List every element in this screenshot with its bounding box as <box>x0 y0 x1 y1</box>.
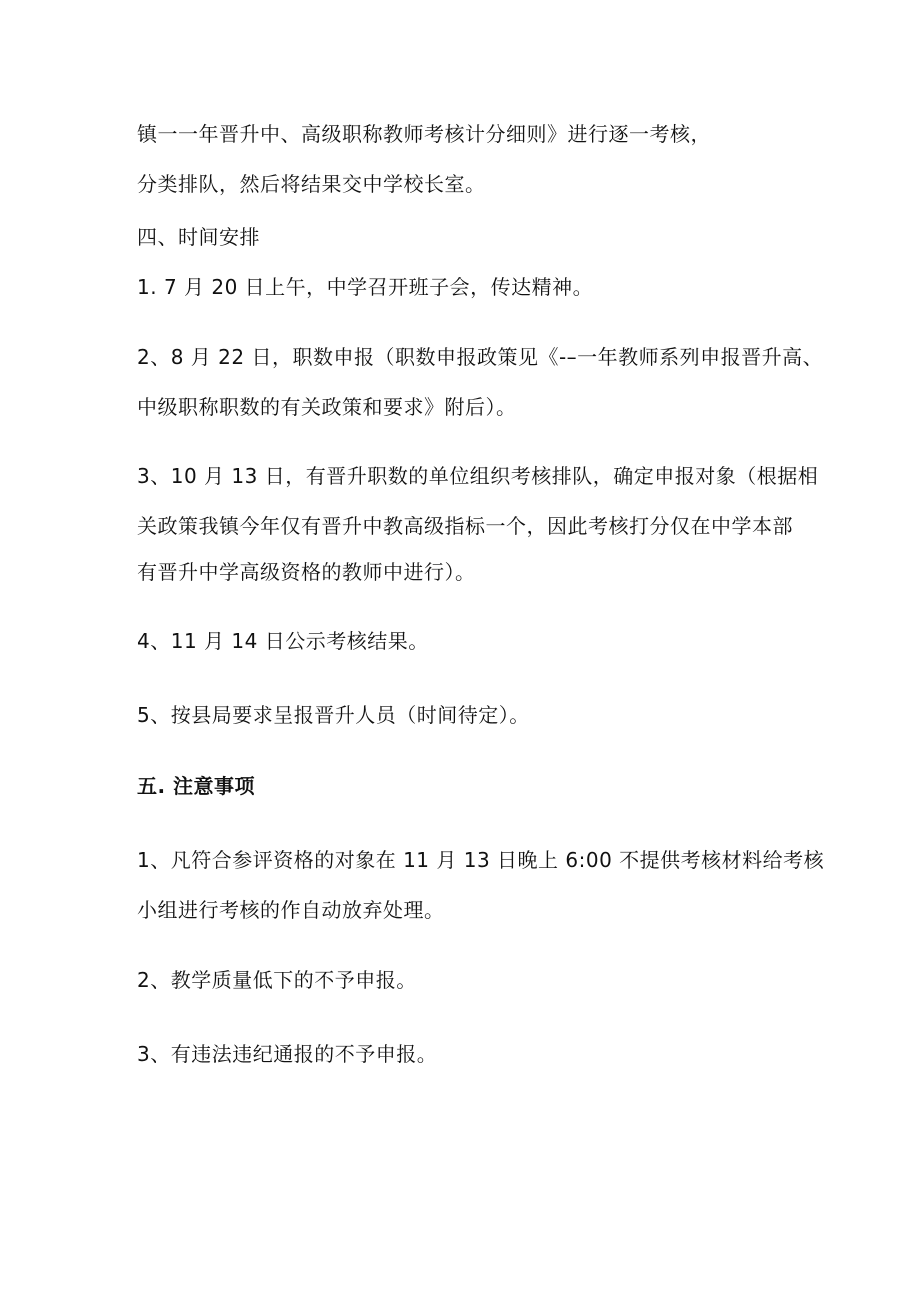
section-heading-schedule: 四、时间安排 <box>137 225 260 249</box>
schedule-item-4: 4、11 月 14 日公示考核结果。 <box>137 629 429 653</box>
notes-item-2: 2、教学质量低下的不予申报。 <box>137 968 417 992</box>
section-heading-notes: 五. 注意事项 <box>137 774 256 798</box>
schedule-item-1: 1. 7 月 20 日上午，中学召开班子会，传达精神。 <box>137 275 594 299</box>
notes-item-3: 3、有违法违纪通报的不予申报。 <box>137 1042 438 1066</box>
schedule-item-5: 5、按县局要求呈报晋升人员（时间待定）。 <box>137 703 530 727</box>
schedule-item-2-line-2: 中级职称职数的有关政策和要求》附后）。 <box>137 395 517 419</box>
notes-item-1-line-1: 1、凡符合参评资格的对象在 11 月 13 日晚上 6:00 不提供考核材料给考核 <box>137 848 825 872</box>
notes-item-1-line-2: 小组进行考核的作自动放弃处理。 <box>137 898 445 922</box>
schedule-item-2-line-1: 2、8 月 22 日，职数申报（职数申报政策见《-–一年教师系列申报晋升高、 <box>137 345 824 369</box>
schedule-item-3-line-3: 有晋升中学高级资格的教师中进行）。 <box>137 560 476 584</box>
paragraph-line-assessment-rules: 镇一一年晋升中、高级职称教师考核计分细则》进行逐一考核， <box>137 122 711 146</box>
schedule-item-3-line-2: 关政策我镇今年仅有晋升中教高级指标一个，因此考核打分仅在中学本部 <box>137 514 793 538</box>
paragraph-line-sort-and-submit: 分类排队，然后将结果交中学校长室。 <box>137 172 486 196</box>
schedule-item-3-line-1: 3、10 月 13 日，有晋升职数的单位组织考核排队，确定申报对象（根据相 <box>137 464 819 488</box>
